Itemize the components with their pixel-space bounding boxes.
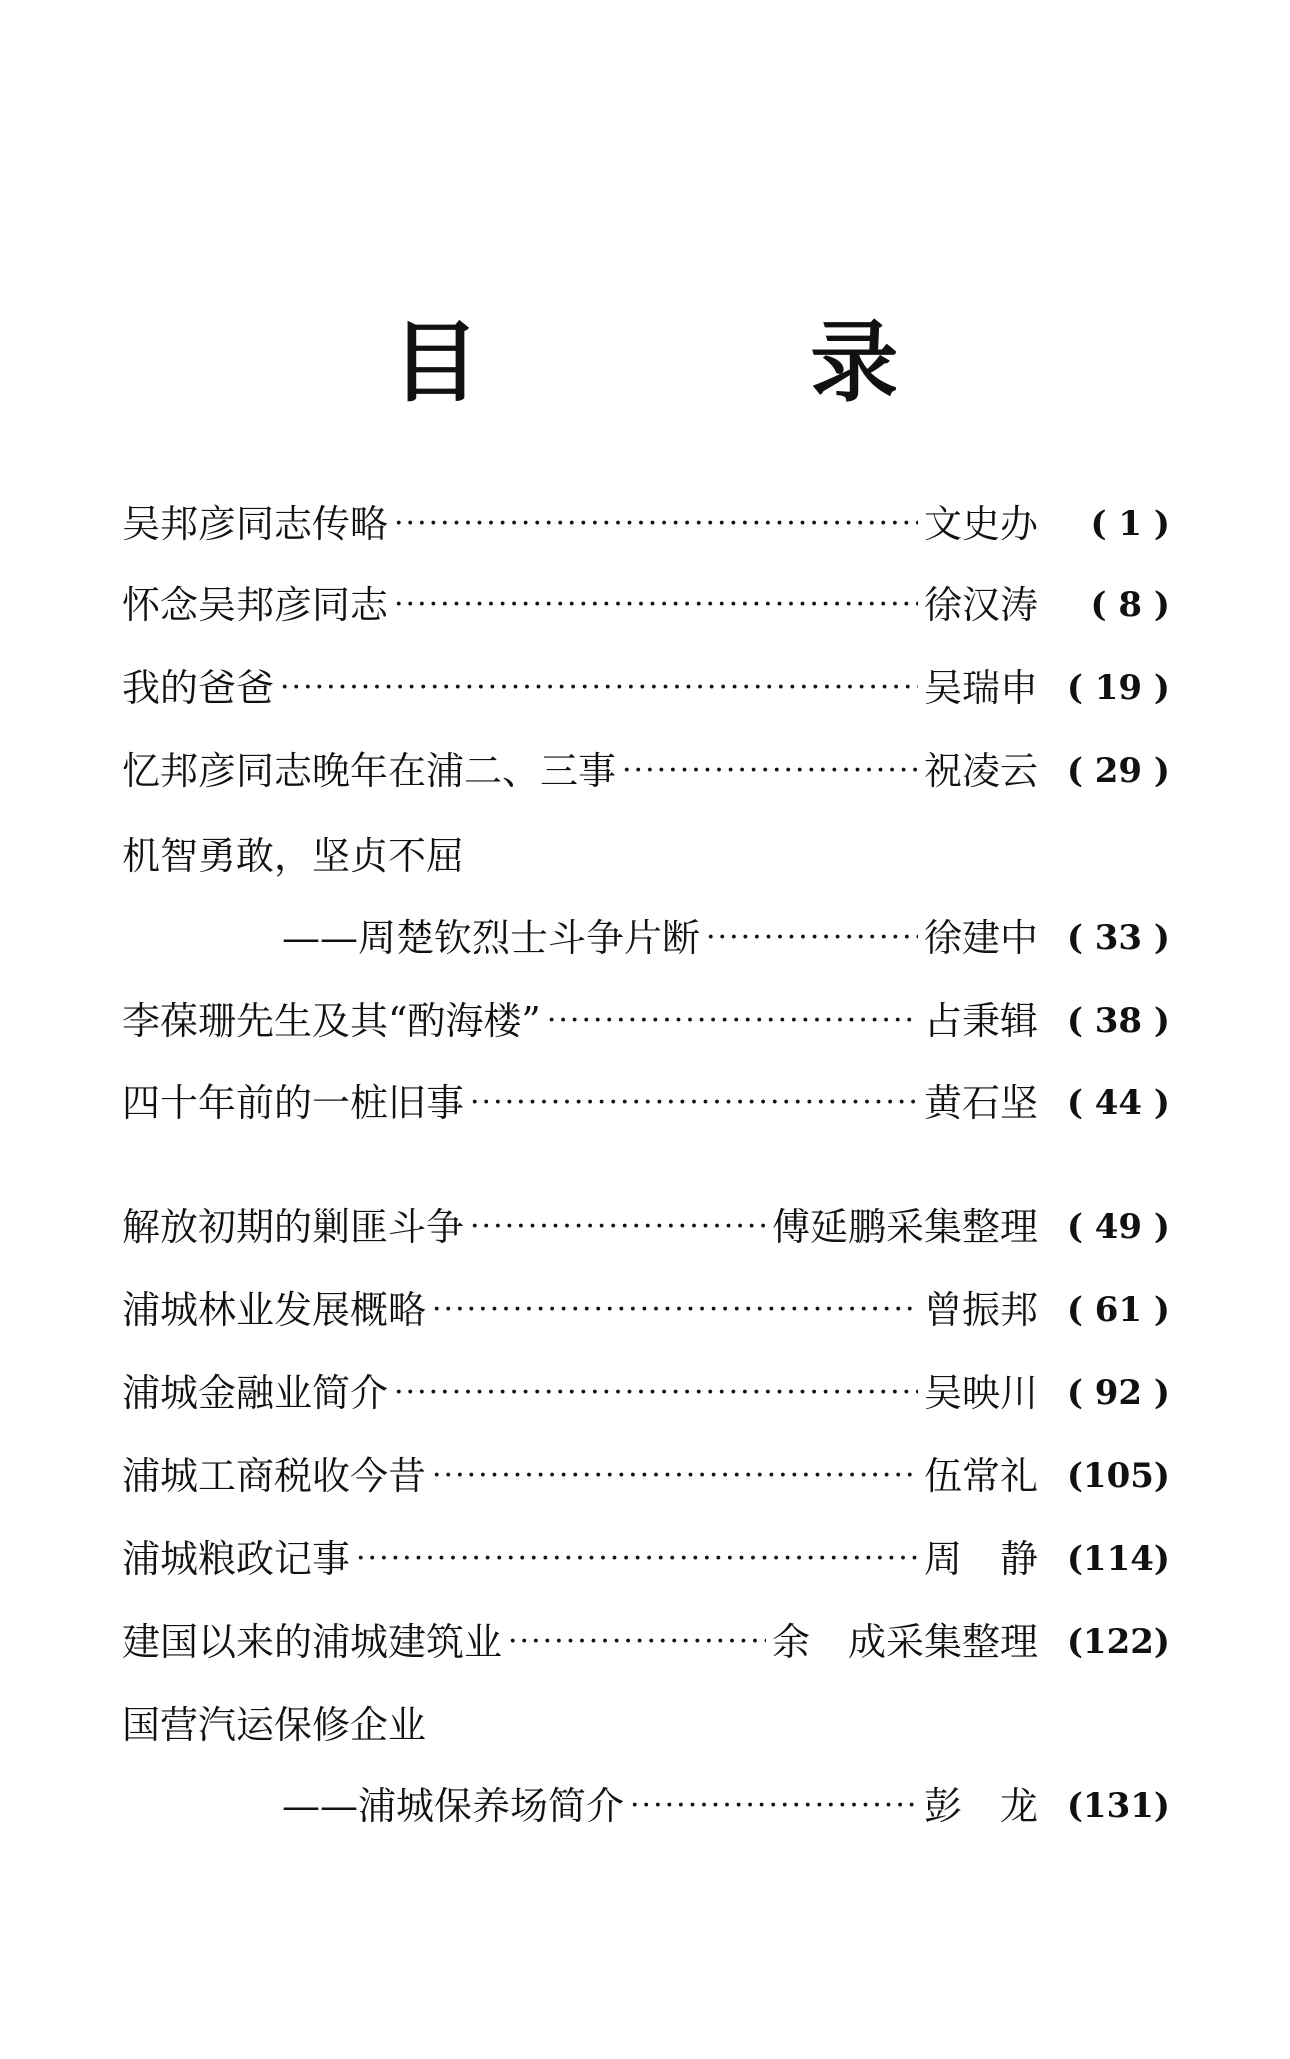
entry-title: 建国以来的浦城建筑业 <box>122 1620 503 1664</box>
dot-leader <box>394 590 918 620</box>
toc-entry-subtitle[interactable] <box>282 1776 1170 1836</box>
entry-author: 黄石坚 <box>923 1081 1038 1125</box>
toc-entry-heading[interactable] <box>122 1695 1170 1755</box>
dot-leader <box>547 1006 918 1036</box>
toc-entry[interactable] <box>122 1073 1170 1133</box>
toc-entry[interactable] <box>122 1529 1170 1589</box>
entry-author: 彭 龙 <box>923 1784 1038 1828</box>
toc-entry[interactable] <box>122 1612 1170 1672</box>
entry-author: 曾振邦 <box>923 1288 1038 1332</box>
entry-title: 李葆珊先生及其“酌海楼” <box>122 999 541 1043</box>
dot-leader <box>394 509 918 539</box>
entry-page: ( 19 ) <box>1066 668 1170 708</box>
toc-entry[interactable] <box>122 1197 1170 1257</box>
dot-leader <box>706 923 918 953</box>
toc-entry[interactable] <box>122 1280 1170 1340</box>
entry-author: 吴映川 <box>923 1371 1038 1415</box>
toc-entry[interactable] <box>122 741 1170 801</box>
page-title: 目 录 <box>391 310 1049 414</box>
entry-title: 浦城工商税收今昔 <box>122 1454 427 1498</box>
toc-entry[interactable] <box>122 575 1170 635</box>
entry-author: 傅延鹏采集整理 <box>771 1205 1038 1249</box>
toc-entry-subtitle[interactable] <box>282 908 1170 968</box>
dot-leader <box>394 1378 918 1408</box>
dot-leader <box>432 1461 918 1491</box>
toc-entry[interactable] <box>122 658 1170 718</box>
entry-page: ( 92 ) <box>1066 1373 1170 1413</box>
entry-title: 怀念吴邦彦同志 <box>122 583 389 627</box>
entry-author: 占秉辑 <box>923 999 1038 1043</box>
entry-author: 徐建中 <box>923 916 1038 960</box>
dot-leader <box>280 673 918 703</box>
dot-leader <box>622 756 918 786</box>
entry-author: 余 成采集整理 <box>771 1620 1038 1664</box>
entry-page: ( 29 ) <box>1066 751 1170 791</box>
entry-title: 四十年前的一桩旧事 <box>122 1081 465 1125</box>
entry-page: (122) <box>1066 1622 1170 1662</box>
entry-page: (105) <box>1066 1456 1170 1496</box>
entry-subtitle: ——周楚钦烈士斗争片断 <box>282 916 701 960</box>
entry-page: ( 33 ) <box>1066 918 1170 958</box>
entry-page: ( 38 ) <box>1066 1001 1170 1041</box>
dot-leader <box>470 1212 766 1242</box>
entry-author: 吴瑞申 <box>923 666 1038 710</box>
entry-page: (114) <box>1066 1539 1170 1579</box>
entry-title: 浦城粮政记事 <box>122 1537 351 1581</box>
entry-page: ( 8 ) <box>1090 585 1170 625</box>
entry-author: 祝凌云 <box>923 749 1038 793</box>
entry-title: 我的爸爸 <box>122 666 275 710</box>
dot-leader <box>432 1295 918 1325</box>
toc-entry[interactable] <box>122 1363 1170 1423</box>
dot-leader <box>508 1627 766 1657</box>
entry-title: 解放初期的剿匪斗争 <box>122 1205 465 1249</box>
entry-author: 伍常礼 <box>923 1454 1038 1498</box>
entry-title: 机智勇敢，坚贞不屈 <box>122 834 465 878</box>
dot-leader <box>470 1088 918 1118</box>
entry-subtitle: ——浦城保养场简介 <box>282 1784 625 1828</box>
toc-entry[interactable] <box>122 991 1170 1051</box>
entry-page: ( 44 ) <box>1066 1083 1170 1123</box>
entry-author: 文史办 <box>923 502 1038 546</box>
entry-title: 浦城金融业简介 <box>122 1371 389 1415</box>
entry-title: 国营汽运保修企业 <box>122 1703 427 1747</box>
entry-author: 徐汉涛 <box>923 583 1038 627</box>
dot-leader <box>356 1544 918 1574</box>
entry-page: ( 1 ) <box>1090 504 1170 544</box>
entry-author: 周 静 <box>923 1537 1038 1581</box>
entry-page: (131) <box>1066 1786 1170 1826</box>
toc-entry[interactable] <box>122 494 1170 554</box>
entry-title: 吴邦彦同志传略 <box>122 502 389 546</box>
entry-page: ( 49 ) <box>1066 1207 1170 1247</box>
entry-title: 浦城林业发展概略 <box>122 1288 427 1332</box>
toc-entry[interactable] <box>122 1446 1170 1506</box>
toc-entry-heading[interactable] <box>122 826 1170 886</box>
dot-leader <box>630 1791 918 1821</box>
entry-title: 忆邦彦同志晚年在浦二、三事 <box>122 749 617 793</box>
entry-page: ( 61 ) <box>1066 1290 1170 1330</box>
